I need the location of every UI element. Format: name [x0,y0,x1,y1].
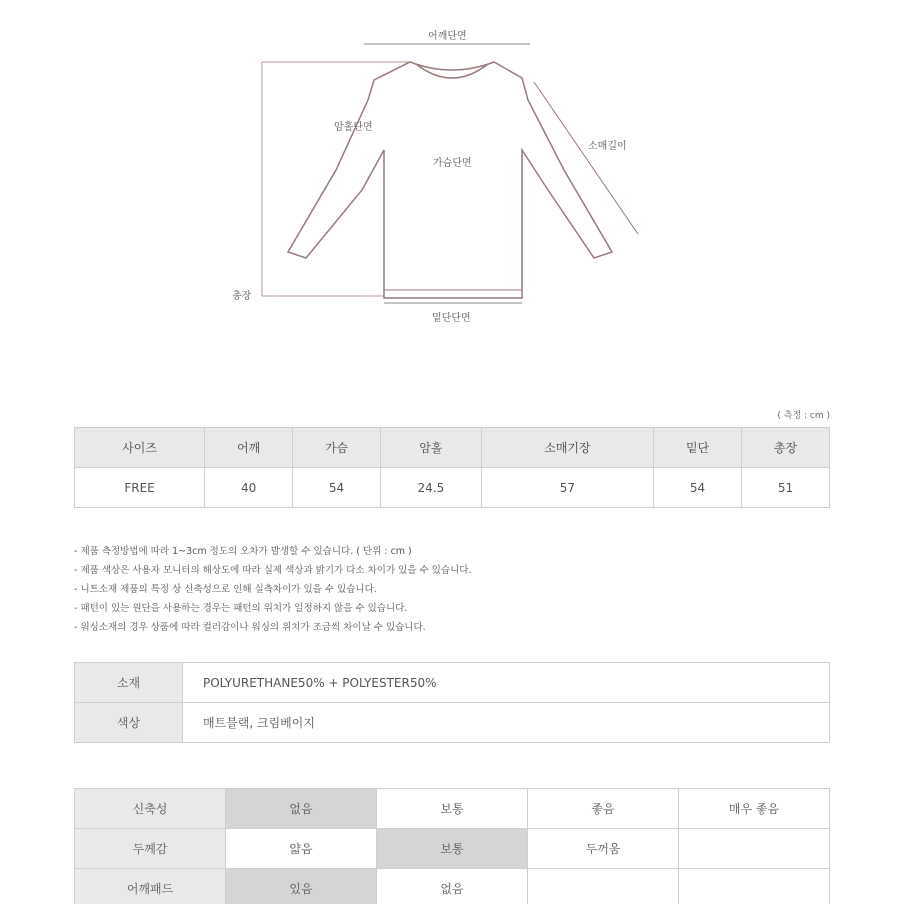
size-table [74,427,830,508]
shoulder-pad-option: 없음 [377,869,528,904]
shoulder-label: 어깨단면 [428,31,467,42]
material-row [75,663,830,703]
header-cell: 사이즈 [75,428,205,468]
chest-label: 가슴단면 [433,158,472,169]
thickness-option: 보통 [377,829,528,869]
thickness-option: 얇음 [226,829,377,869]
header-cell: 소매기장 [481,428,653,468]
header-cell: 어깨 [205,428,293,468]
stretch-option: 보통 [377,789,528,829]
note-item: - 니트소재 제품의 특정 상 신축성으로 인해 실측차이가 있을 수 있습니다. [74,584,377,595]
color-row [75,703,830,743]
header-cell: 가슴 [293,428,381,468]
size-cell: 24.5 [381,468,482,508]
shoulder-pad-row [75,869,830,904]
note-item: - 제품 색상은 사용자 모니터의 해상도에 따라 실제 색상과 밝기가 다소 차이가 있을 수 있습니다. [74,565,472,576]
size-cell: 51 [742,468,830,508]
measurement-unit-note: ( 측정 : cm ) [777,411,830,421]
shoulder-pad-key: 어깨패드 [75,869,226,904]
material-table [74,662,830,743]
stretch-row [75,789,830,829]
note-item: - 워싱소재의 경우 상품에 따라 컬러감이나 워싱의 위치가 조금씩 차이날 수 있습니다. [74,622,426,633]
size-cell: 54 [654,468,742,508]
armhole-label: 암홀단면 [334,122,373,133]
stretch-option: 좋음 [528,789,679,829]
stretch-option: 매우 좋음 [679,789,830,829]
stretch-option: 없음 [226,789,377,829]
thickness-option [679,829,830,869]
header-cell: 총장 [742,428,830,468]
note-item: - 패턴이 있는 원단을 사용하는 경우는 패턴의 위치가 일정하지 않을 수 있습니다. [74,603,408,614]
material-key: 소재 [75,663,183,703]
product-notes [74,542,471,637]
size-diagram [0,0,904,340]
size-cell: 40 [205,468,293,508]
shoulder-pad-option [679,869,830,904]
header-cell: 암홀 [381,428,482,468]
size-cell: 54 [293,468,381,508]
size-cell: 57 [481,468,653,508]
thickness-row [75,829,830,869]
material-value: POLYURETHANE50% + POLYESTER50% [183,663,830,703]
size-cell: FREE [75,468,205,508]
size-table-header [75,428,830,468]
feature-table [74,788,830,904]
sweater-illustration [0,0,904,340]
note-item: - 제품 측정방법에 따라 1~3cm 정도의 오차가 발생할 수 있습니다. ( 단위 : cm ) [74,546,412,557]
stretch-key: 신축성 [75,789,226,829]
shoulder-pad-option [528,869,679,904]
hem-label: 밑단단면 [432,313,471,324]
total-length-label: 총장 [232,291,252,302]
size-table-row [75,468,830,508]
thickness-key: 두께감 [75,829,226,869]
color-key: 색상 [75,703,183,743]
thickness-option: 두꺼움 [528,829,679,869]
color-value: 매트블랙, 크림베이지 [183,703,830,743]
sleeve-label: 소매길이 [588,141,627,152]
shoulder-pad-option: 있음 [226,869,377,904]
header-cell: 밑단 [654,428,742,468]
